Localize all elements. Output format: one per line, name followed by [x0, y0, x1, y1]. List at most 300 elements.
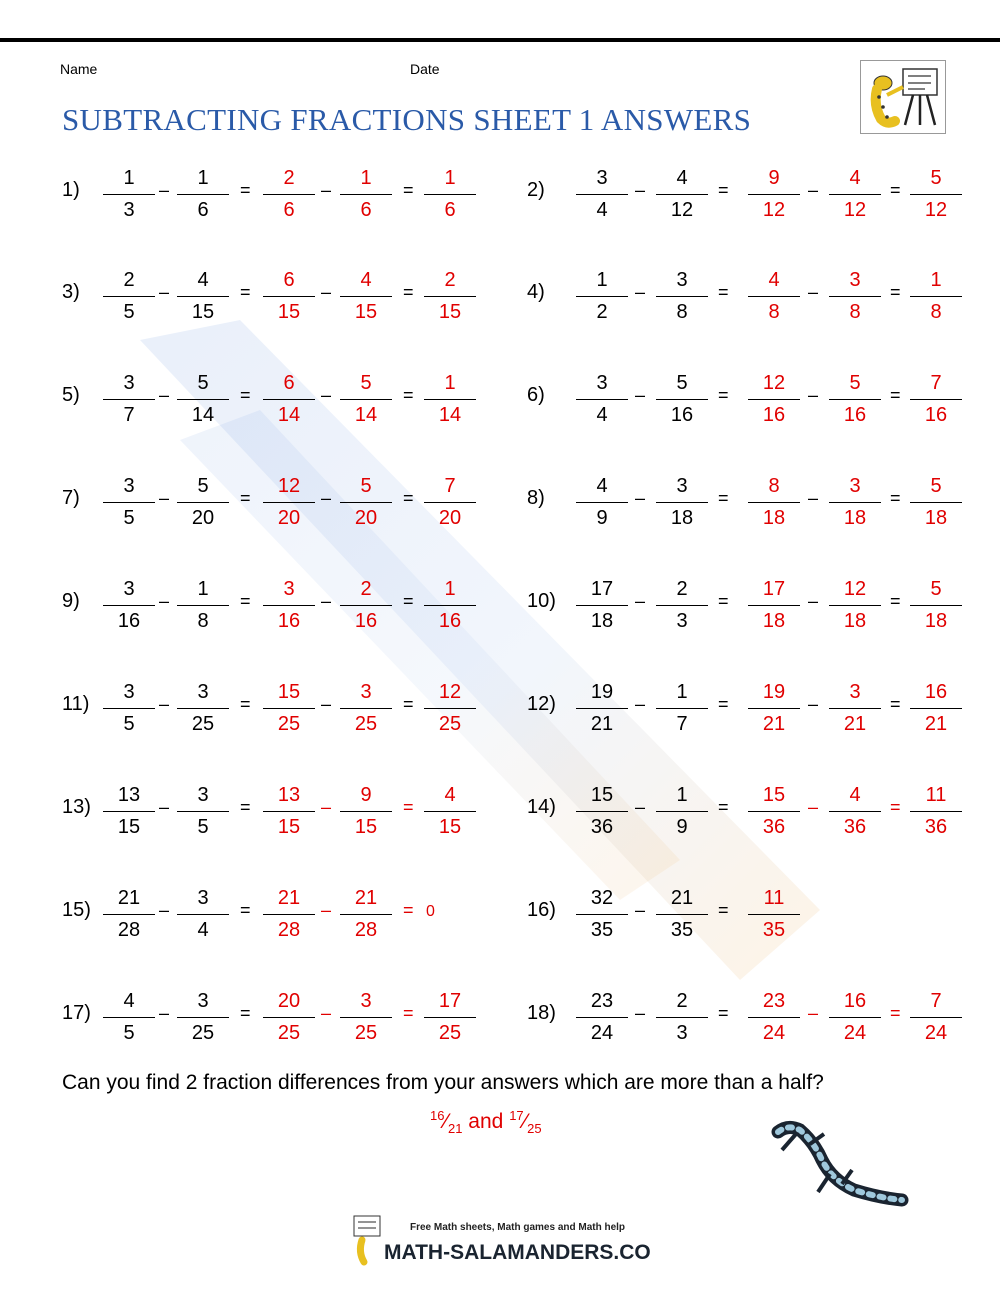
- equals-sign: =: [718, 180, 729, 200]
- denominator: 25: [438, 713, 462, 735]
- problem-number: 12): [527, 693, 556, 715]
- denominator: 16: [354, 610, 378, 632]
- denominator: 15: [117, 816, 141, 838]
- answer-1-denominator: 21: [447, 1121, 463, 1137]
- minus-sign: –: [321, 488, 332, 508]
- problem-number: 6): [527, 384, 545, 406]
- denominator: 15: [354, 301, 378, 323]
- equals-sign: =: [403, 180, 414, 200]
- problem-number: 13): [62, 796, 91, 818]
- denominator: 6: [444, 199, 456, 221]
- denominator: 8: [849, 301, 861, 323]
- problem-row: [0, 268, 1000, 328]
- denominator: 16: [843, 404, 867, 426]
- minus-sign: –: [635, 1003, 646, 1023]
- denominator: 3: [123, 199, 135, 221]
- minus-sign: –: [159, 385, 170, 405]
- denominator: 16: [762, 404, 786, 426]
- equals-sign: =: [240, 591, 251, 611]
- equals-sign: =: [890, 282, 901, 302]
- converted-fraction: [829, 680, 881, 740]
- equals-sign: =: [240, 180, 251, 200]
- first-fraction: [576, 989, 628, 1049]
- numerator: 5: [197, 372, 209, 394]
- problem-number: 10): [527, 590, 556, 612]
- fraction-bar: [656, 708, 708, 709]
- numerator: 7: [930, 372, 942, 394]
- equals-sign: =: [240, 1003, 251, 1023]
- numerator: 4: [360, 269, 372, 291]
- numerator: 3: [197, 990, 209, 1012]
- minus-sign: –: [635, 694, 646, 714]
- numerator: 4: [596, 475, 608, 497]
- numerator: 15: [277, 681, 301, 703]
- numerator: 3: [123, 475, 135, 497]
- equals-sign: =: [403, 900, 414, 920]
- denominator: 5: [197, 816, 209, 838]
- denominator: 9: [596, 507, 608, 529]
- denominator: 14: [191, 404, 215, 426]
- denominator: 16: [117, 610, 141, 632]
- numerator: 4: [849, 784, 861, 806]
- fraction-slash: ⁄: [523, 1110, 528, 1133]
- fraction-bar: [829, 605, 881, 606]
- fraction-bar: [656, 914, 708, 915]
- fraction-bar: [910, 1017, 962, 1018]
- equals-sign: =: [403, 591, 414, 611]
- minus-sign: –: [321, 900, 332, 920]
- second-fraction: [656, 166, 708, 226]
- denominator: 16: [924, 404, 948, 426]
- denominator: 16: [438, 610, 462, 632]
- minus-sign: –: [808, 797, 819, 817]
- equals-sign: =: [403, 385, 414, 405]
- numerator: 7: [930, 990, 942, 1012]
- equals-sign: =: [403, 282, 414, 302]
- numerator: 4: [768, 269, 780, 291]
- problem-row: [0, 474, 1000, 534]
- numerator: 3: [849, 269, 861, 291]
- numerator: 23: [590, 990, 614, 1012]
- first-fraction: [576, 886, 628, 946]
- equals-sign: =: [240, 900, 251, 920]
- denominator: 16: [670, 404, 694, 426]
- answer-fraction: [910, 268, 962, 328]
- numerator: 11: [925, 784, 947, 806]
- salamander-teacher-logo: [860, 60, 946, 134]
- minus-sign: –: [635, 385, 646, 405]
- footer-logo: [352, 1212, 652, 1268]
- converted-fraction: [829, 166, 881, 226]
- fraction-bar: [748, 708, 800, 709]
- numerator: 2: [360, 578, 372, 600]
- numerator: 3: [596, 167, 608, 189]
- numerator: 12: [843, 578, 867, 600]
- second-fraction: [656, 886, 708, 946]
- second-fraction: [656, 577, 708, 637]
- fraction-bar: [910, 296, 962, 297]
- fraction-bar: [829, 194, 881, 195]
- converted-fraction: [748, 166, 800, 226]
- equals-sign: =: [240, 797, 251, 817]
- fraction-bar: [829, 399, 881, 400]
- numerator: 5: [930, 475, 942, 497]
- second-fraction: [656, 371, 708, 431]
- denominator: 12: [924, 199, 948, 221]
- converted-fraction: [748, 474, 800, 534]
- denominator: 25: [277, 713, 301, 735]
- converted-fraction: [829, 371, 881, 431]
- denominator: 25: [277, 1022, 301, 1044]
- fraction-bar: [748, 914, 800, 915]
- denominator: 5: [123, 713, 135, 735]
- minus-sign: –: [321, 385, 332, 405]
- minus-sign: –: [321, 797, 332, 817]
- equals-sign: =: [403, 488, 414, 508]
- minus-sign: –: [808, 591, 819, 611]
- numerator: 2: [444, 269, 456, 291]
- numerator: 12: [762, 372, 786, 394]
- equals-sign: =: [403, 797, 414, 817]
- fraction-bar: [656, 1017, 708, 1018]
- numerator: 23: [762, 990, 786, 1012]
- problem-number: 4): [527, 281, 545, 303]
- numerator: 3: [123, 372, 135, 394]
- minus-sign: –: [159, 1003, 170, 1023]
- denominator: 20: [277, 507, 301, 529]
- minus-sign: –: [321, 591, 332, 611]
- denominator: 36: [924, 816, 948, 838]
- denominator: 24: [924, 1022, 948, 1044]
- numerator: 12: [277, 475, 301, 497]
- fraction-bar: [910, 605, 962, 606]
- denominator: 15: [438, 301, 462, 323]
- numerator: 1: [123, 167, 135, 189]
- answer-joiner: and: [468, 1110, 504, 1133]
- first-fraction: [576, 166, 628, 226]
- numerator: 1: [444, 578, 456, 600]
- second-fraction: [656, 474, 708, 534]
- equals-sign: =: [718, 900, 729, 920]
- problem-number: 18): [527, 1002, 556, 1024]
- denominator: 25: [354, 713, 378, 735]
- denominator: 4: [596, 404, 608, 426]
- denominator: 15: [277, 816, 301, 838]
- numerator: 5: [930, 578, 942, 600]
- converted-fraction: [829, 783, 881, 843]
- date-label: Date: [410, 61, 440, 77]
- converted-fraction: [748, 680, 800, 740]
- minus-sign: –: [635, 900, 646, 920]
- bonus-answer: [430, 1108, 542, 1136]
- denominator: 7: [676, 713, 688, 735]
- problem-number: 15): [62, 899, 91, 921]
- numerator: 15: [762, 784, 786, 806]
- denominator: 21: [843, 713, 867, 735]
- converted-fraction: [748, 783, 800, 843]
- answer-fraction: [910, 577, 962, 637]
- minus-sign: –: [635, 180, 646, 200]
- denominator: 12: [670, 199, 694, 221]
- denominator: 15: [438, 816, 462, 838]
- first-fraction: [576, 680, 628, 740]
- denominator: 21: [590, 713, 614, 735]
- numerator: 1: [360, 167, 372, 189]
- equals-sign: =: [890, 1003, 901, 1023]
- converted-fraction: [829, 474, 881, 534]
- problem-number: 9): [62, 590, 80, 612]
- problem-row: [0, 577, 1000, 637]
- footer-tagline: Free Math sheets, Math games and Math help: [410, 1222, 626, 1233]
- numerator: 4: [444, 784, 456, 806]
- denominator: 5: [123, 301, 135, 323]
- numerator: 7: [444, 475, 456, 497]
- denominator: 12: [843, 199, 867, 221]
- fraction-bar: [576, 811, 628, 812]
- numerator: 2: [676, 578, 688, 600]
- problem-row: [0, 680, 1000, 740]
- top-rule: [0, 38, 1000, 42]
- minus-sign: –: [808, 488, 819, 508]
- minus-sign: –: [635, 488, 646, 508]
- fraction-bar: [576, 296, 628, 297]
- denominator: 18: [762, 507, 786, 529]
- numerator: 17: [590, 578, 614, 600]
- numerator: 5: [930, 167, 942, 189]
- numerator: 3: [283, 578, 295, 600]
- numerator: 1: [197, 167, 209, 189]
- minus-sign: –: [159, 591, 170, 611]
- minus-sign: –: [808, 282, 819, 302]
- first-fraction: [576, 371, 628, 431]
- numerator: 4: [123, 990, 135, 1012]
- numerator: 2: [676, 990, 688, 1012]
- name-label: Name: [60, 61, 98, 77]
- first-fraction: [576, 783, 628, 843]
- fraction-bar: [748, 296, 800, 297]
- problem-number: 11): [62, 693, 90, 715]
- numerator: 1: [596, 269, 608, 291]
- answer-fraction: [910, 474, 962, 534]
- numerator: 13: [277, 784, 301, 806]
- denominator: 36: [843, 816, 867, 838]
- problem-row: [0, 989, 1000, 1049]
- denominator: 6: [283, 199, 295, 221]
- second-fraction: [656, 783, 708, 843]
- denominator: 4: [596, 199, 608, 221]
- numerator: 3: [360, 990, 372, 1012]
- numerator: 1: [197, 578, 209, 600]
- denominator: 18: [670, 507, 694, 529]
- numerator: 20: [277, 990, 301, 1012]
- denominator: 14: [354, 404, 378, 426]
- denominator: 24: [590, 1022, 614, 1044]
- numerator: 17: [762, 578, 786, 600]
- page-title: SUBTRACTING FRACTIONS SHEET 1 ANSWERS: [62, 102, 752, 137]
- numerator: 4: [676, 167, 688, 189]
- denominator: 18: [590, 610, 614, 632]
- numerator: 9: [360, 784, 372, 806]
- problem-number: 17): [62, 1002, 91, 1024]
- equals-sign: =: [403, 1003, 414, 1023]
- converted-fraction: [748, 268, 800, 328]
- denominator: 20: [438, 507, 462, 529]
- fraction-bar: [910, 194, 962, 195]
- fraction-bar: [748, 194, 800, 195]
- converted-fraction: [748, 886, 800, 946]
- numerator: 5: [197, 475, 209, 497]
- denominator: 15: [354, 816, 378, 838]
- fraction-bar: [576, 194, 628, 195]
- denominator: 25: [354, 1022, 378, 1044]
- numerator: 3: [123, 578, 135, 600]
- denominator: 24: [762, 1022, 786, 1044]
- numerator: 3: [360, 681, 372, 703]
- fraction-bar: [656, 194, 708, 195]
- fraction-bar: [910, 502, 962, 503]
- equals-sign: =: [718, 385, 729, 405]
- fraction-bar: [748, 605, 800, 606]
- equals-sign: =: [890, 180, 901, 200]
- denominator: 5: [123, 507, 135, 529]
- problem-number: 1): [62, 179, 80, 201]
- converted-fraction: [748, 577, 800, 637]
- denominator: 9: [676, 816, 688, 838]
- numerator: 5: [360, 475, 372, 497]
- denominator: 25: [438, 1022, 462, 1044]
- numerator: 5: [676, 372, 688, 394]
- equals-sign: =: [890, 694, 901, 714]
- denominator: 3: [676, 610, 688, 632]
- first-fraction: [576, 474, 628, 534]
- numerator: 3: [123, 681, 135, 703]
- fraction-bar: [576, 605, 628, 606]
- converted-fraction: [829, 577, 881, 637]
- footer-site: MATH-SALAMANDERS.COM: [384, 1241, 652, 1264]
- problem-row: [0, 371, 1000, 431]
- problem-number: 7): [62, 487, 80, 509]
- problem-number: 2): [527, 179, 545, 201]
- minus-sign: –: [635, 797, 646, 817]
- denominator: 28: [117, 919, 141, 941]
- denominator: 28: [354, 919, 378, 941]
- fraction-bar: [910, 708, 962, 709]
- second-fraction: [656, 268, 708, 328]
- denominator: 7: [123, 404, 135, 426]
- denominator: 2: [596, 301, 608, 323]
- answer-fraction: [910, 680, 962, 740]
- denominator: 15: [277, 301, 301, 323]
- problem-row: [0, 783, 1000, 843]
- fraction-bar: [576, 1017, 628, 1018]
- numerator: 3: [849, 475, 861, 497]
- minus-sign: –: [635, 591, 646, 611]
- equals-sign: =: [240, 488, 251, 508]
- numerator: 1: [444, 167, 456, 189]
- numerator: 13: [117, 784, 141, 806]
- equals-sign: =: [718, 282, 729, 302]
- denominator: 21: [924, 713, 948, 735]
- answer-whole: 0: [426, 903, 435, 920]
- numerator: 16: [843, 990, 867, 1012]
- fraction-bar: [910, 399, 962, 400]
- minus-sign: –: [321, 282, 332, 302]
- fraction-bar: [910, 811, 962, 812]
- denominator: 18: [843, 507, 867, 529]
- denominator: 28: [277, 919, 301, 941]
- numerator: 21: [277, 887, 301, 909]
- converted-fraction: [748, 371, 800, 431]
- converted-fraction: [748, 989, 800, 1049]
- fraction-bar: [576, 399, 628, 400]
- numerator: 21: [670, 887, 694, 909]
- minus-sign: –: [808, 694, 819, 714]
- numerator: 3: [197, 887, 209, 909]
- minus-sign: –: [808, 385, 819, 405]
- minus-sign: –: [159, 694, 170, 714]
- equals-sign: =: [240, 694, 251, 714]
- numerator: 5: [849, 372, 861, 394]
- numerator: 16: [924, 681, 948, 703]
- salamander-icon: [770, 1118, 910, 1218]
- numerator: 12: [438, 681, 462, 703]
- denominator: 35: [762, 919, 786, 941]
- numerator: 11: [763, 887, 785, 909]
- answer-1-numerator: 16: [430, 1108, 445, 1123]
- equals-sign: =: [890, 591, 901, 611]
- minus-sign: –: [159, 488, 170, 508]
- numerator: 21: [354, 887, 378, 909]
- numerator: 3: [676, 475, 688, 497]
- equals-sign: =: [240, 282, 251, 302]
- problem-number: 14): [527, 796, 556, 818]
- fraction-bar: [748, 502, 800, 503]
- denominator: 4: [197, 919, 209, 941]
- denominator: 25: [191, 1022, 215, 1044]
- fraction-bar: [656, 605, 708, 606]
- fraction-bar: [748, 811, 800, 812]
- numerator: 6: [283, 372, 295, 394]
- denominator: 8: [930, 301, 942, 323]
- answer-fraction: [910, 166, 962, 226]
- fraction-bar: [748, 1017, 800, 1018]
- minus-sign: –: [321, 694, 332, 714]
- numerator: 4: [849, 167, 861, 189]
- minus-sign: –: [321, 1003, 332, 1023]
- denominator: 3: [676, 1022, 688, 1044]
- equals-sign: =: [718, 797, 729, 817]
- first-fraction: [576, 577, 628, 637]
- minus-sign: –: [635, 282, 646, 302]
- fraction-bar: [656, 296, 708, 297]
- denominator: 14: [438, 404, 462, 426]
- fraction-bar: [656, 399, 708, 400]
- numerator: 3: [197, 681, 209, 703]
- denominator: 21: [762, 713, 786, 735]
- problem-number: 16): [527, 899, 556, 921]
- minus-sign: –: [159, 282, 170, 302]
- numerator: 1: [676, 784, 688, 806]
- equals-sign: =: [718, 488, 729, 508]
- problem-row: [0, 166, 1000, 226]
- denominator: 24: [843, 1022, 867, 1044]
- minus-sign: –: [159, 797, 170, 817]
- fraction-bar: [829, 811, 881, 812]
- denominator: 15: [191, 301, 215, 323]
- first-fraction: [576, 268, 628, 328]
- numerator: 3: [197, 784, 209, 806]
- equals-sign: =: [718, 591, 729, 611]
